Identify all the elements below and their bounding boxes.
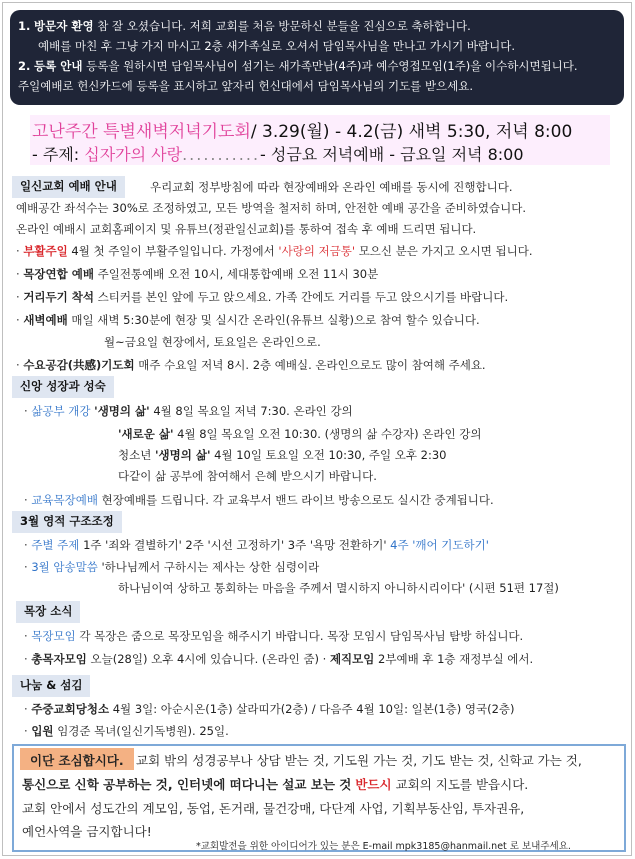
dawn-text: 매일 새벽 5:30분에 현장 및 실시간 온라인(유튜브 실황)으로 참여 할수 있습니다.	[71, 313, 480, 327]
easter-text: 4월 첫 주일이 부활주일입니다. 가정에서	[71, 244, 275, 258]
theme-highlight: 십자가의 사랑	[84, 145, 183, 164]
mokmeet-heading: 목장모임	[31, 629, 76, 643]
cleaning-text: 4월 3일: 아순시온(1층) 살라띠가(2층) / 다음주 4월 10일: 일본(1층) 영국(2층)	[112, 702, 515, 716]
warning-line-1: 교회 밖의 성경공부나 상담 받는 것, 기도원 가는 것, 기도 받는 것, 신학교 가는 것,	[136, 753, 582, 768]
item-number: 1.	[18, 19, 31, 33]
edu-item: · 교육목장예배 현장예배를 드립니다. 각 교육부서 밴드 라이브 방송으로도 실시간 중계됩니다.	[24, 493, 494, 507]
easter-text-2: 모으신 분은 가지고 오시면 됩니다.	[358, 244, 533, 258]
easter-item: · 부활주일 4월 첫 주일이 부활주일입니다. 가정에서 '사랑의 저금통' 모으신 분은 가지고 오시면 됩니다.	[16, 244, 533, 258]
study-course: '생명의 삶'	[94, 404, 150, 418]
staff-text: 2부예배 후 1층 재정부실 에서.	[378, 652, 534, 666]
study-item-2	[118, 426, 482, 442]
warning-line-2	[22, 775, 528, 793]
banner-title-highlight: 고난주간 특별새벽저녁기도회	[32, 122, 251, 142]
edu-text: 현장예배를 드립니다. 각 교육부서 밴드 라이브 방송으로도 실시간 중계됩니다.	[101, 493, 494, 507]
staff-heading: 제직모임	[329, 652, 375, 666]
registration-heading: 등록 안내	[34, 59, 83, 73]
heresy-warning-label: 이단 조심합시다.	[20, 748, 134, 770]
registration-text: 등록을 원하시면 담임목사님이 섬기는 새가족만남(4주)과 예수영접모임(1주)을 이수하시면됩니다.	[86, 59, 578, 73]
verse-heading: 3월 암송말씀	[31, 560, 98, 574]
weekly-theme-item: · 주별 주제 1주 '죄와 결별하기' 2주 '시선 고정하기' 3주 '욕망 전환하기' 4주 '깨어 기도하기'	[24, 538, 489, 552]
mokjang-item: · 목장연합 예배 주일전통예배 오전 10시, 세대통합예배 오전 11시 30분	[16, 267, 379, 281]
section-worship: 일신교회 예배 안내	[12, 176, 125, 198]
leader-heading: 총목자모임	[31, 652, 87, 666]
warning-text: 교회의 지도를 받읍시다.	[395, 777, 529, 792]
theme-prefix: - 주제:	[32, 145, 85, 164]
dawn-subtext: 월~금요일 현장에서, 토요일은 온라인으로.	[104, 335, 321, 349]
welcome-line-2: 예배를 마친 후 그냥 가지 마시고 2층 새가족실로 오셔서 담임목사님을 만나고 가시기 바랍니다.	[38, 39, 515, 53]
study-schedule: 4월 8일 목요일 저녁 7:30. 온라인 강의	[153, 404, 353, 418]
section-march: 3월 영적 구조조정	[12, 511, 122, 533]
study-schedule: 4월 10일 토요일 오전 10:30, 주일 오후 2:30	[214, 448, 447, 462]
wednesday-item: · 수요공감(共感)기도회 매주 수요일 저녁 8시. 2층 예배실. 온라인으로도 많이 참여해 주세요.	[16, 358, 486, 372]
distance-heading: 거리두기 착석	[23, 290, 94, 304]
hospital-text: 임경준 목녀(일신기독병원). 25일.	[57, 724, 229, 738]
welcome-box	[10, 10, 624, 105]
section-share: 나눔 & 섬김	[12, 675, 90, 697]
study-group: 청소년	[118, 448, 152, 462]
worship-online: 온라인 예배시 교회홈페이지 및 유튜브(정관일신교회)를 통하여 접속 후 예배 드리면 됩니다.	[16, 222, 477, 236]
banner-title-schedule: / 3.29(월) - 4.2(금) 새벽 5:30, 저녁 8:00	[250, 122, 573, 142]
contact-footer: *교회발전을 위한 아이디어가 있는 분은 E-mail mpk3185@hanmail.net 로 보내주세요.	[196, 841, 571, 852]
study-course: '새로운 삶'	[118, 427, 174, 441]
worship-intro: 우리교회 정부방침에 따라 현장예배와 온라인 예배를 동시에 진행합니다.	[150, 180, 513, 194]
dawn-item: · 새벽예배 매일 새벽 5:30분에 현장 및 실시간 온라인(유튜브 실황)으로 참여 할수 있습니다.	[16, 313, 480, 327]
distance-text: 스티커를 본인 앞에 두고 앉으세요. 가족 간에도 거리를 두고 앉으시기를 바랍니다.	[97, 290, 509, 304]
section-growth: 신앙 성장과 성숙	[12, 376, 114, 398]
study-note: 다같이 삶 공부에 참여해서 은혜 받으시기 바랍니다.	[118, 469, 377, 483]
weekly-heading: 주별 주제	[31, 538, 80, 552]
leader-item: · 총목자모임 오늘(28일) 오후 4시에 있습니다. (온라인 줌) · 제직모임 2부예배 후 1층 재정부실 에서.	[24, 652, 534, 666]
wednesday-text: 매주 수요일 저녁 8시. 2층 예배실. 온라인으로도 많이 참여해 주세요.	[138, 358, 486, 372]
warning-bold: 통신으로 신학 공부하는 것, 인터넷에 떠다니는 설교 보는 것	[22, 777, 352, 792]
warning-red: 반드시	[355, 777, 392, 792]
verse-text: '하나님께서 구하시는 제사는 상한 심령이라	[101, 560, 320, 574]
dawn-heading: 새벽예배	[23, 313, 68, 327]
easter-heading: 부활주일	[23, 244, 68, 258]
welcome-line-1	[18, 16, 616, 36]
theme-dots: ...........	[182, 145, 261, 164]
savings-box-label: '사랑의 저금통'	[278, 244, 356, 258]
banner-title	[32, 117, 572, 142]
wednesday-heading: 수요공감(共感)기도회	[23, 358, 135, 372]
study-item-1: · 삶공부 개강 '생명의 삶' 4월 8일 목요일 저녁 7:30. 온라인 강의	[24, 404, 353, 418]
verse-text-2: 하나님이여 상하고 통회하는 마음을 주께서 멸시하지 아니하시리이다' (시편 51편 17절)	[118, 581, 559, 595]
hospital-heading: 입원	[31, 724, 54, 738]
welcome-heading: 방문자 환영	[34, 19, 94, 33]
mokmeet-text: 각 목장은 줌으로 목장모임을 해주시기 바랍니다. 목장 모임시 담임목사님 탐방 하십니다.	[79, 629, 524, 643]
mokjang-text: 주일전통예배 오전 10시, 세대통합예배 오전 11시 30분	[97, 267, 379, 281]
welcome-line-4: 주일예배로 헌신카드에 등록을 표시하고 앞자리 헌신대에서 담임목사님의 기도를 받으세요.	[18, 79, 474, 93]
warning-line-4: 예언사역을 금지합니다!	[22, 824, 152, 839]
warning-line-3: 교회 안에서 성도간의 계모임, 동업, 돈거래, 물건강매, 다단계 사업, 기획부동산임, 투자권유,	[22, 801, 525, 816]
mokjang-heading: 목장연합 예배	[23, 267, 94, 281]
hospital-item: · 입원 임경준 목녀(일신기독병원). 25일.	[24, 724, 229, 738]
welcome-line-3	[18, 56, 616, 76]
study-schedule: 4월 8일 목요일 오전 10:30. (생명의 삶 수강자) 온라인 강의	[177, 427, 482, 441]
cleaning-heading: 주중교회당청소	[31, 702, 110, 716]
study-course: '생명의 삶'	[154, 448, 211, 462]
cleaning-item: · 주중교회당청소 4월 3일: 아순시온(1층) 살라띠가(2층) / 다음주 4월 10일: 일본(1층) 영국(2층)	[24, 702, 515, 716]
welcome-text: 참 잘 오셨습니다. 저희 교회를 처음 방문하신 분들을 진심으로 축하합니다.	[97, 19, 471, 33]
weekly-text: 1주 '죄와 결별하기' 2주 '시선 고정하기' 3주 '욕망 전환하기'	[83, 538, 387, 552]
study-heading: 삶공부 개강	[31, 404, 91, 418]
good-friday-service: - 성금요 저녁예배 - 금요일 저녁 8:00	[260, 145, 524, 164]
verse-item: · 3월 암송말씀 '하나님께서 구하시는 제사는 상한 심령이라	[24, 560, 320, 574]
study-item-3	[118, 447, 446, 463]
leader-text: 오늘(28일) 오후 4시에 있습니다. (온라인 줌) ·	[90, 652, 327, 666]
banner-theme	[32, 142, 524, 165]
distance-item: · 거리두기 착석 스티커를 본인 앞에 두고 앉으세요. 가족 간에도 거리를 두고 앉으시기를 바랍니다.	[16, 290, 509, 304]
worship-space: 예배공간 좌석수는 30%로 조정하였고, 모든 방역을 철저히 하며, 안전한 예배 공간을 준비하였습니다.	[16, 201, 526, 215]
section-mokjang: 목장 소식	[16, 601, 80, 623]
edu-heading: 교육목장예배	[31, 493, 98, 507]
mokmeet-item: · 목장모임 각 목장은 줌으로 목장모임을 해주시기 바랍니다. 목장 모임시 담임목사님 탐방 하십니다.	[24, 629, 524, 643]
weekly-highlight: 4주 '깨어 기도하기'	[390, 538, 489, 552]
item-number: 2.	[18, 59, 31, 73]
